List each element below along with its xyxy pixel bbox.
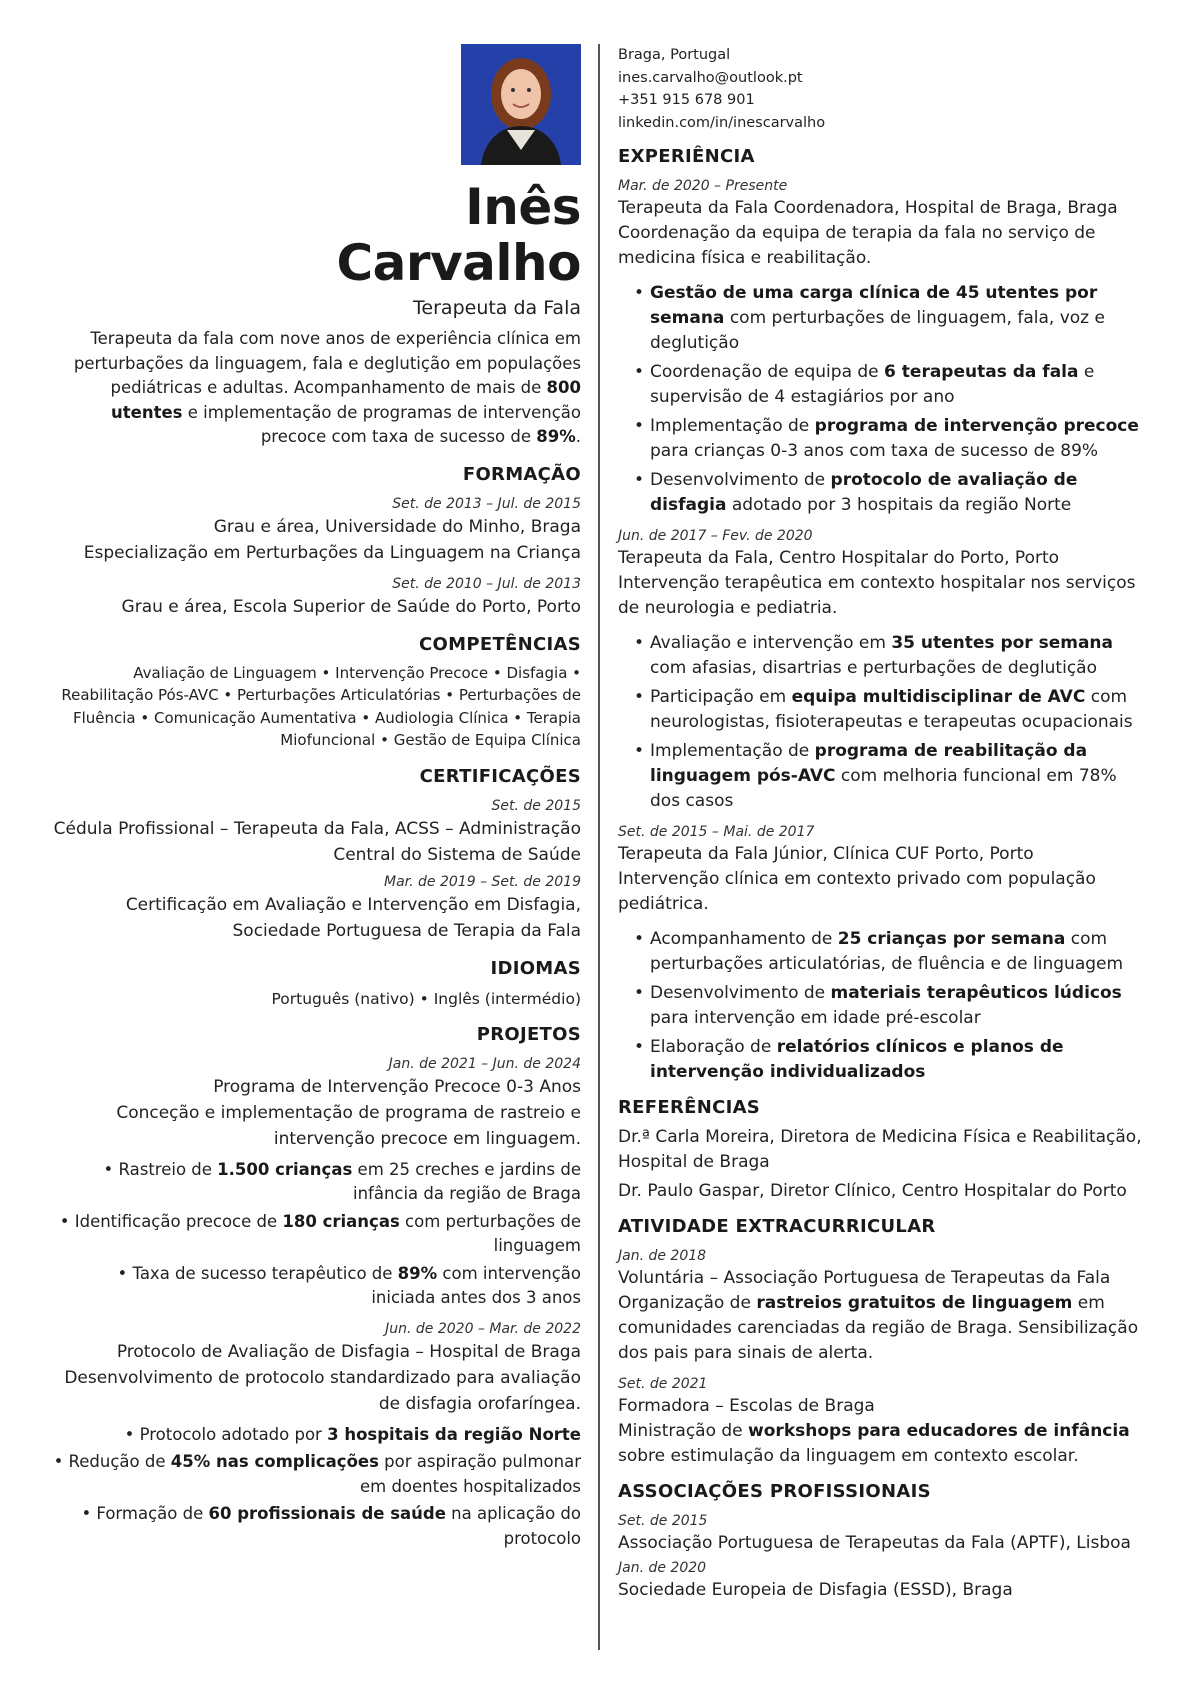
activity-bold: workshops para educadores de infância (748, 1421, 1130, 1441)
bullet-bold: 6 terapeutas da fala (884, 362, 1079, 382)
section-heading-projetos: PROJETOS (476, 1023, 581, 1045)
job-role: Terapeuta da Fala, Centro Hospitalar do Porto, Porto (618, 548, 1060, 568)
reference-item: Dr. Paulo Gaspar, Diretor Clínico, Centro Hospitalar do Porto (618, 1181, 1127, 1201)
job-bullet (650, 685, 1148, 735)
association-name: Associação Portuguesa de Terapeutas da Fala (APTF), Lisboa (618, 1533, 1131, 1553)
education-degree: Grau e área, Escola Superior de Saúde do Porto, Porto (121, 596, 581, 617)
job-description: Intervenção clínica em contexto privado com população pediátrica. (618, 869, 1096, 914)
association-name: Sociedade Europeia de Disfagia (ESSD), Braga (618, 1580, 1013, 1600)
contact-email[interactable]: ines.carvalho@outlook.pt (618, 69, 803, 86)
education-date: Set. de 2013 – Jul. de 2015 (392, 495, 581, 512)
job-date: Set. de 2015 – Mai. de 2017 (618, 824, 815, 840)
project-bullet (52, 1450, 581, 1499)
section-heading-referencias: REFERÊNCIAS (618, 1097, 761, 1118)
bullet-text: com perturbações de linguagem, fala, voz e deglutição (650, 308, 1105, 353)
section-heading-competencias: COMPETÊNCIAS (419, 633, 581, 655)
association-date: Jan. de 2020 (618, 1560, 707, 1576)
activity-date: Jan. de 2018 (618, 1248, 707, 1264)
certification-text: Certificação em Avaliação e Intervenção em Disfagia, Sociedade Portuguesa de Terapia da Fala (125, 894, 581, 941)
job-bullet (650, 360, 1148, 410)
section-heading-extracurricular: ATIVIDADE EXTRACURRICULAR (618, 1216, 936, 1237)
section-heading-associacoes: ASSOCIAÇÕES PROFISSIONAIS (618, 1481, 931, 1502)
bullet-bold: 45% nas complicações (170, 1452, 379, 1471)
job-bullet (650, 281, 1148, 356)
activity-text: sobre estimulação da linguagem em contexto escolar. (618, 1446, 1079, 1466)
bullet-bold: 60 profissionais de saúde (208, 1504, 446, 1523)
bullet-bold: 89% (397, 1263, 438, 1283)
summary-bold-2: 89% (536, 427, 576, 446)
project-bullet (52, 1502, 581, 1551)
name-last: Carvalho (336, 234, 581, 292)
job-bullets (618, 927, 1148, 1085)
education-specialization: Especialização em Perturbações da Linguagem na Criança (83, 542, 581, 563)
bullet-text: com perturbações articulatórias, de fluência e de linguagem (650, 929, 1124, 974)
project-description: Conceção e implementação de programa de rastreio e intervenção precoce em linguagem. (116, 1102, 581, 1149)
bullet-text: • Taxa de sucesso terapêutico de (117, 1263, 398, 1283)
summary-text-2: e implementação de programas de intervenção precoce com taxa de sucesso de (182, 402, 581, 446)
bullet-bold: programa de reabilitação da linguagem pós-AVC (650, 741, 1088, 786)
reference-item: Dr.ª Carla Moreira, Diretora de Medicina Física e Reabilitação, Hospital de Braga (618, 1127, 1142, 1172)
job-bullet (650, 981, 1148, 1031)
bullet-bold: Gestão de uma carga clínica de 45 utentes por semana (650, 283, 1098, 328)
certification-date: Set. de 2015 (491, 797, 581, 814)
job-description: Intervenção terapêutica em contexto hospitalar nos serviços de neurologia e pediatria. (618, 573, 1136, 618)
project-date: Jun. de 2020 – Mar. de 2022 (385, 1320, 581, 1337)
job-bullet (650, 631, 1148, 681)
bullet-text: com intervenção iniciada antes dos 3 anos (371, 1263, 581, 1307)
bullet-text: Acompanhamento de (650, 929, 838, 949)
job-bullet (650, 1035, 1148, 1085)
bullet-bold: 1.500 crianças (217, 1159, 353, 1179)
bullet-text: • Protocolo adotado por (124, 1424, 328, 1444)
languages-list: Português (nativo) • Inglês (intermédio) (271, 989, 581, 1008)
portrait-image (461, 44, 581, 165)
bullet-bold: 25 crianças por semana (837, 929, 1066, 949)
bullet-bold: protocolo de avaliação de disfagia (650, 470, 1078, 515)
activity-role: Voluntária – Associação Portuguesa de Terapeutas da Fala (618, 1268, 1111, 1288)
contact-location: Braga, Portugal (618, 47, 731, 63)
bullet-text: para intervenção em idade pré-escolar (650, 1008, 981, 1028)
bullet-text: por aspiração pulmonar em doentes hospitalizados (359, 1452, 581, 1496)
name-first: Inês (465, 178, 581, 236)
right-column (618, 44, 1148, 1603)
bullet-text: com perturbações de linguagem (399, 1211, 581, 1255)
bullet-text: • Identificação precoce de (59, 1211, 283, 1231)
profile-photo (461, 44, 581, 165)
summary-bold-1: 800 utentes (111, 378, 581, 422)
section-heading-certificacoes: CERTIFICAÇÕES (419, 765, 581, 787)
bullet-bold: relatórios clínicos e planos de intervenção individualizados (650, 1037, 1064, 1082)
column-divider (598, 44, 600, 1650)
contact-linkedin[interactable]: linkedin.com/in/inescarvalho (618, 114, 826, 131)
bullet-text: Elaboração de (650, 1037, 777, 1057)
job-bullets (618, 281, 1148, 518)
bullet-text: em 25 creches e jardins de infância da região de Braga (352, 1159, 581, 1203)
education-degree: Grau e área, Universidade do Minho, Braga (213, 516, 581, 537)
left-column (52, 44, 581, 1551)
bullet-bold: 35 utentes por semana (891, 633, 1114, 653)
bullet-bold: programa de intervenção precoce (814, 416, 1139, 436)
project-bullet (52, 1210, 581, 1259)
job-bullet (650, 739, 1148, 814)
activity-date: Set. de 2021 (618, 1376, 708, 1392)
section-heading-idiomas: IDIOMAS (490, 957, 581, 979)
bullet-text: adotado por 3 hospitais da região Norte (726, 495, 1072, 515)
activity-bold: rastreios gratuitos de linguagem (756, 1293, 1073, 1313)
bullet-text: com melhoria funcional em 78% dos casos (650, 766, 1117, 811)
bullet-text: Participação em (650, 687, 792, 707)
job-title: Terapeuta da Fala (413, 297, 581, 319)
bullet-bold: equipa multidisciplinar de AVC (791, 687, 1086, 707)
activity-role: Formadora – Escolas de Braga (618, 1396, 875, 1416)
job-role: Terapeuta da Fala Coordenadora, Hospital de Braga, Braga (618, 198, 1118, 218)
bullet-text: Implementação de (650, 416, 815, 436)
education-date: Set. de 2010 – Jul. de 2013 (392, 575, 581, 592)
bullet-bold: 180 crianças (282, 1211, 400, 1231)
bullet-text: • Redução de (53, 1452, 171, 1471)
job-bullet (650, 414, 1148, 464)
summary-text-1: Terapeuta da fala com nove anos de experiência clínica em perturbações da linguagem, fala e deglutição em populações pediátricas e adultas. Acompanhamento de mais de (73, 329, 581, 397)
job-date: Mar. de 2020 – Presente (618, 178, 788, 194)
job-description: Coordenação da equipa de terapia da fala no serviço de medicina física e reabilitação. (618, 223, 1096, 268)
activity-description (618, 1419, 1148, 1469)
project-name: Protocolo de Avaliação de Disfagia – Hospital de Braga (116, 1341, 581, 1362)
summary (52, 327, 581, 450)
bullet-text: Desenvolvimento de (650, 983, 831, 1003)
bullet-text: e supervisão de 4 estagiários por ano (650, 362, 1095, 407)
bullet-text: para crianças 0-3 anos com taxa de sucesso de 89% (650, 441, 1099, 461)
bullet-bold: 3 hospitais da região Norte (327, 1424, 581, 1444)
contact-phone[interactable]: +351 915 678 901 (618, 92, 755, 108)
bullet-text: Coordenação de equipa de (650, 362, 885, 382)
bullet-text: • Rastreio de (103, 1159, 218, 1179)
bullet-text: Implementação de (650, 741, 815, 761)
bullet-text: Desenvolvimento de (650, 470, 831, 490)
bullet-text: Avaliação e intervenção em (650, 633, 892, 653)
job-bullets (618, 631, 1148, 814)
job-date: Jun. de 2017 – Fev. de 2020 (618, 528, 813, 544)
job-role: Terapeuta da Fala Júnior, Clínica CUF Porto, Porto (618, 844, 1034, 864)
bullet-bold: materiais terapêuticos lúdicos (830, 983, 1122, 1003)
project-description: Desenvolvimento de protocolo standardizado para avaliação de disfagia orofaríngea. (64, 1367, 581, 1414)
project-bullet (52, 1262, 581, 1311)
project-bullet (52, 1423, 581, 1448)
bullet-text: com neurologistas, fisioterapeutas e terapeutas ocupacionais (650, 687, 1133, 732)
project-name: Programa de Intervenção Precoce 0-3 Anos (213, 1076, 581, 1097)
certification-text: Cédula Profissional – Terapeuta da Fala, ACSS – Administração Central do Sistema de Saúde (53, 818, 581, 865)
job-bullet (650, 468, 1148, 518)
activity-description (618, 1291, 1148, 1366)
certification-date: Mar. de 2019 – Set. de 2019 (384, 873, 581, 890)
bullet-text: na aplicação do protocolo (445, 1504, 581, 1548)
project-date: Jan. de 2021 – Jun. de 2024 (388, 1055, 581, 1072)
activity-text: Organização de (618, 1293, 757, 1313)
activity-text: Ministração de (618, 1421, 749, 1441)
bullet-text: com afasias, disartrias e perturbações de deglutição (650, 658, 1097, 678)
section-heading-formacao: FORMAÇÃO (462, 463, 581, 485)
section-heading-experiencia: EXPERIÊNCIA (618, 146, 755, 167)
summary-text-3: . (575, 427, 581, 446)
skills-list: Avaliação de Linguagem • Intervenção Precoce • Disfagia • Reabilitação Pós-AVC • Perturbações Articulatórias • Perturbações de Fluência • Comunicação Aumentativa • Audiologia Clínica • Terapia Miofuncional • Gestão de Equipa Clínica (61, 663, 581, 749)
project-bullet (52, 1158, 581, 1207)
activity-text: em comunidades carenciadas da região de Braga. Sensibilização dos pais para sinais de alerta. (618, 1293, 1139, 1363)
job-bullet (650, 927, 1148, 977)
bullet-text: • Formação de (81, 1504, 209, 1523)
association-date: Set. de 2015 (618, 1513, 708, 1529)
